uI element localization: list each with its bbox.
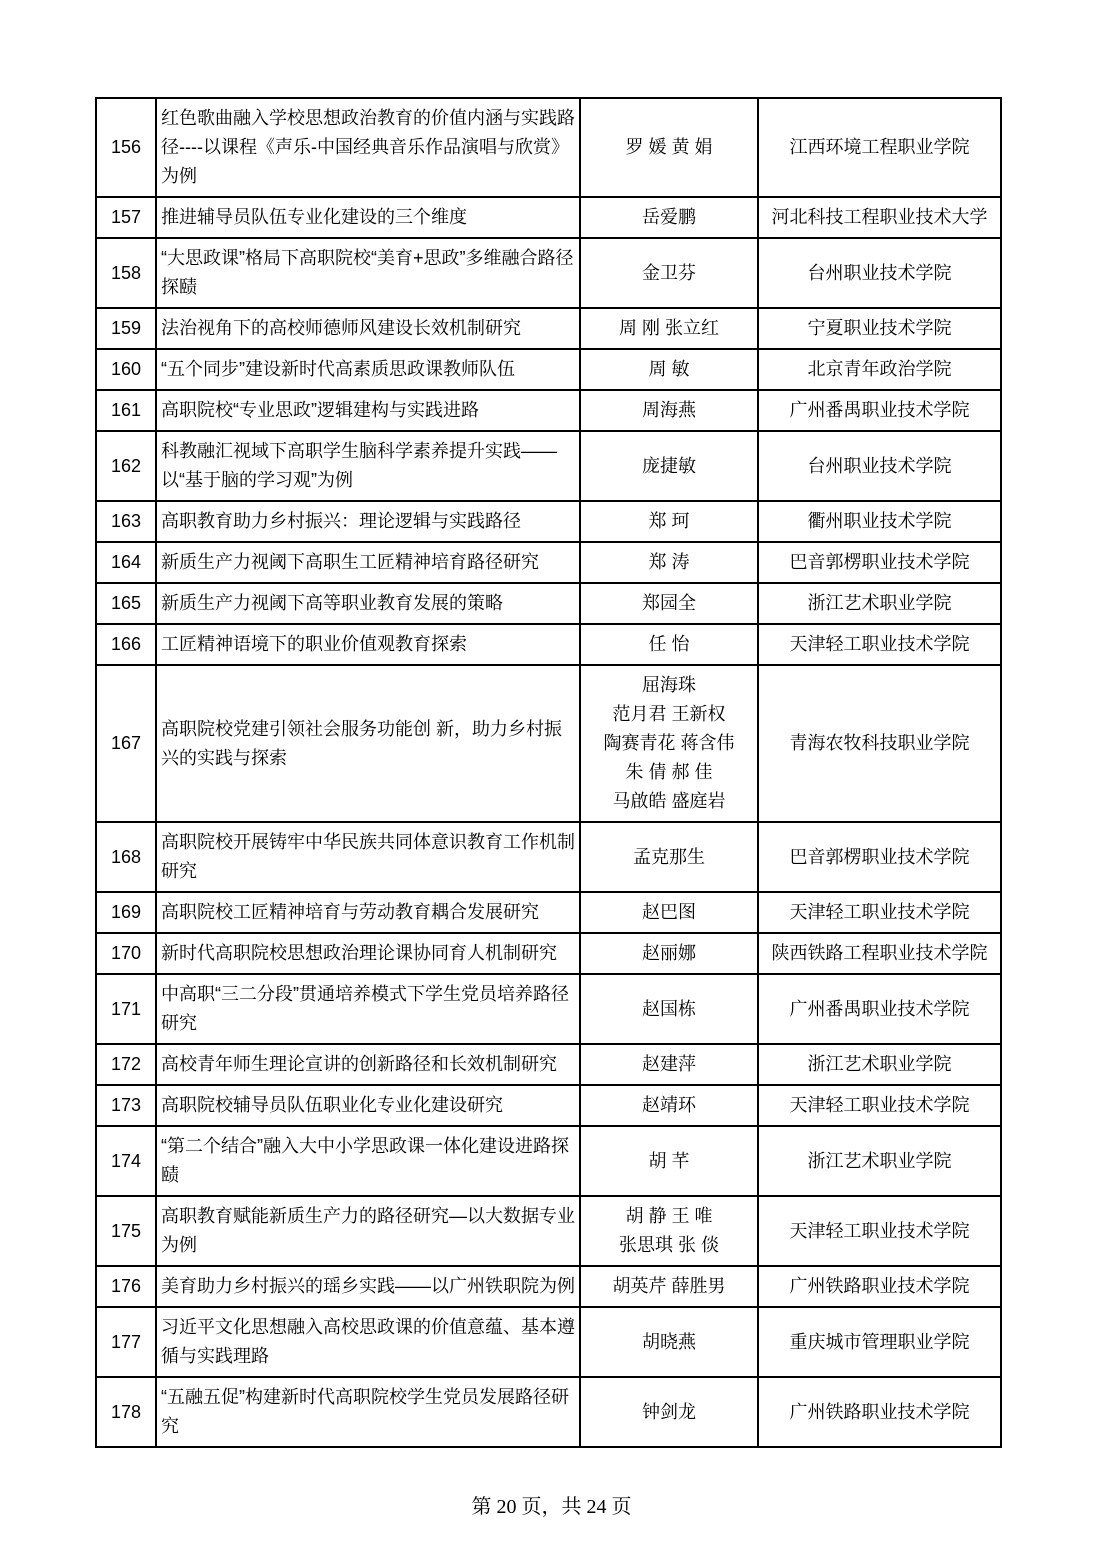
papers-table [95, 97, 1002, 1448]
institution-cell: 巴音郭楞职业技术学院 [758, 822, 1001, 892]
paper-title-cell: 新时代高职院校思想政治理论课协同育人机制研究 [156, 933, 580, 974]
table-row [96, 308, 1001, 349]
paper-title-cell: 高职院校开展铸牢中华民族共同体意识教育工作机制研究 [156, 822, 580, 892]
authors-cell [580, 1044, 758, 1085]
row-number-cell: 159 [96, 308, 156, 349]
table-row [96, 974, 1001, 1044]
institution-cell: 青海农牧科技职业学院 [758, 665, 1001, 822]
table-row [96, 197, 1001, 238]
table-row [96, 1085, 1001, 1126]
authors-cell [580, 892, 758, 933]
authors-cell [580, 501, 758, 542]
paper-title-cell: 高职院校辅导员队伍职业化专业化建设研究 [156, 1085, 580, 1126]
table-row [96, 542, 1001, 583]
authors-cell [580, 308, 758, 349]
page-number-footer: 第 20 页，共 24 页 [471, 1496, 632, 1518]
row-number-cell: 175 [96, 1196, 156, 1266]
papers-table-body [96, 98, 1001, 1447]
author-line: 范月君 王新权 [612, 704, 726, 724]
author-line: 郑 珂 [648, 511, 690, 531]
row-number-cell: 162 [96, 431, 156, 501]
table-row [96, 431, 1001, 501]
author-line: 罗 媛 黄 娟 [625, 137, 713, 157]
row-number-cell: 164 [96, 542, 156, 583]
table-row [96, 624, 1001, 665]
institution-cell: 广州铁路职业技术学院 [758, 1266, 1001, 1307]
table-row [96, 98, 1001, 197]
paper-title-cell: 新质生产力视阈下高等职业教育发展的策略 [156, 583, 580, 624]
institution-cell: 天津轻工职业技术学院 [758, 1085, 1001, 1126]
institution-cell: 台州职业技术学院 [758, 238, 1001, 308]
authors-cell [580, 822, 758, 892]
institution-cell: 广州番禺职业技术学院 [758, 974, 1001, 1044]
paper-title-cell: 推进辅导员队伍专业化建设的三个维度 [156, 197, 580, 238]
author-line: 陶赛青花 蒋含伟 [603, 733, 735, 753]
author-line: 钟剑龙 [642, 1401, 696, 1422]
authors-cell [580, 238, 758, 308]
table-row [96, 1377, 1001, 1447]
table-row [96, 1266, 1001, 1307]
row-number-cell: 176 [96, 1266, 156, 1307]
table-row [96, 933, 1001, 974]
row-number-cell: 167 [96, 665, 156, 822]
institution-cell: 江西环境工程职业学院 [758, 98, 1001, 197]
author-line: 赵国栋 [642, 998, 696, 1019]
author-line: 岳爱鹏 [642, 207, 696, 227]
author-line: 胡 静 王 唯 [625, 1206, 713, 1226]
authors-cell [580, 1085, 758, 1126]
institution-cell: 陕西铁路工程职业技术学院 [758, 933, 1001, 974]
row-number-cell: 165 [96, 583, 156, 624]
row-number-cell: 160 [96, 349, 156, 390]
institution-cell: 浙江艺术职业学院 [758, 583, 1001, 624]
author-line: 赵建萍 [642, 1054, 696, 1074]
authors-cell [580, 197, 758, 238]
author-line: 屈海珠 [642, 675, 696, 695]
row-number-cell: 169 [96, 892, 156, 933]
paper-title-cell: 新质生产力视阈下高职生工匠精神培育路径研究 [156, 542, 580, 583]
paper-title-cell: 红色歌曲融入学校思想政治教育的价值内涵与实践路径----以课程《声乐-中国经典音乐作品演唱与欣赏》为例 [156, 98, 580, 197]
institution-cell: 广州番禺职业技术学院 [758, 390, 1001, 431]
row-number-cell: 166 [96, 624, 156, 665]
authors-cell [580, 1266, 758, 1307]
table-row [96, 238, 1001, 308]
author-line: 金卫芬 [642, 262, 696, 283]
institution-cell: 重庆城市管理职业学院 [758, 1307, 1001, 1377]
institution-cell: 北京青年政治学院 [758, 349, 1001, 390]
paper-title-cell: 习近平文化思想融入高校思政课的价值意蕴、基本遵循与实践理路 [156, 1307, 580, 1377]
row-number-cell: 173 [96, 1085, 156, 1126]
row-number-cell: 171 [96, 974, 156, 1044]
institution-cell: 广州铁路职业技术学院 [758, 1377, 1001, 1447]
authors-cell [580, 542, 758, 583]
author-line: 赵巴图 [642, 902, 696, 922]
authors-cell [580, 974, 758, 1044]
row-number-cell: 163 [96, 501, 156, 542]
institution-cell: 巴音郭楞职业技术学院 [758, 542, 1001, 583]
authors-cell [580, 98, 758, 197]
author-line: 孟克那生 [633, 846, 705, 867]
author-line: 周海燕 [642, 400, 696, 420]
table-row [96, 390, 1001, 431]
row-number-cell: 177 [96, 1307, 156, 1377]
institution-cell: 浙江艺术职业学院 [758, 1126, 1001, 1196]
paper-title-cell: “大思政课”格局下高职院校“美育+思政”多维融合路径探赜 [156, 238, 580, 308]
authors-cell [580, 933, 758, 974]
institution-cell: 天津轻工职业技术学院 [758, 892, 1001, 933]
authors-cell [580, 349, 758, 390]
author-line: 张思琪 张 倓 [618, 1235, 719, 1255]
author-line: 郑园全 [642, 593, 696, 613]
paper-title-cell: “五个同步”建设新时代高素质思政课教师队伍 [156, 349, 580, 390]
authors-cell [580, 390, 758, 431]
table-row [96, 1044, 1001, 1085]
paper-title-cell: 高职院校“专业思政”逻辑建构与实践进路 [156, 390, 580, 431]
table-row [96, 892, 1001, 933]
paper-title-cell: 中高职“三二分段”贯通培养模式下学生党员培养路径研究 [156, 974, 580, 1044]
row-number-cell: 158 [96, 238, 156, 308]
author-line: 庞捷敏 [642, 455, 696, 476]
author-line: 胡英芹 薛胜男 [612, 1276, 726, 1296]
authors-cell [580, 624, 758, 665]
table-row [96, 665, 1001, 822]
paper-title-cell: 高职院校工匠精神培育与劳动教育耦合发展研究 [156, 892, 580, 933]
paper-title-cell: 工匠精神语境下的职业价值观教育探索 [156, 624, 580, 665]
authors-cell [580, 665, 758, 822]
table-row [96, 1307, 1001, 1377]
author-line: 周 敏 [648, 359, 690, 379]
authors-cell [580, 1126, 758, 1196]
author-line: 马啟皓 盛庭岩 [612, 791, 726, 811]
table-row [96, 583, 1001, 624]
table-row [96, 1196, 1001, 1266]
paper-title-cell: “五融五促”构建新时代高职院校学生党员发展路径研究 [156, 1377, 580, 1447]
table-row [96, 501, 1001, 542]
paper-title-cell: 高职院校党建引领社会服务功能创 新，助力乡村振兴的实践与探索 [156, 665, 580, 822]
row-number-cell: 156 [96, 98, 156, 197]
authors-cell [580, 1377, 758, 1447]
institution-cell: 天津轻工职业技术学院 [758, 624, 1001, 665]
institution-cell: 衢州职业技术学院 [758, 501, 1001, 542]
authors-cell [580, 1196, 758, 1266]
paper-title-cell: 高职教育助力乡村振兴：理论逻辑与实践路径 [156, 501, 580, 542]
authors-cell [580, 431, 758, 501]
row-number-cell: 157 [96, 197, 156, 238]
author-line: 朱 倩 郝 佳 [625, 762, 713, 782]
table-row [96, 822, 1001, 892]
paper-title-cell: 美育助力乡村振兴的瑶乡实践——以广州铁职院为例 [156, 1266, 580, 1307]
row-number-cell: 168 [96, 822, 156, 892]
institution-cell: 天津轻工职业技术学院 [758, 1196, 1001, 1266]
author-line: 胡 芊 [648, 1150, 690, 1171]
institution-cell: 台州职业技术学院 [758, 431, 1001, 501]
paper-title-cell: “第二个结合”融入大中小学思政课一体化建设进路探赜 [156, 1126, 580, 1196]
row-number-cell: 170 [96, 933, 156, 974]
author-line: 郑 涛 [648, 552, 690, 572]
paper-title-cell: 高职教育赋能新质生产力的路径研究—以大数据专业为例 [156, 1196, 580, 1266]
author-line: 胡晓燕 [642, 1331, 696, 1352]
author-line: 赵丽娜 [642, 943, 696, 963]
author-line: 任 怡 [648, 634, 690, 654]
row-number-cell: 178 [96, 1377, 156, 1447]
paper-title-cell: 高校青年师生理论宣讲的创新路径和长效机制研究 [156, 1044, 580, 1085]
author-line: 周 刚 张立红 [618, 318, 719, 338]
table-row [96, 349, 1001, 390]
authors-cell [580, 1307, 758, 1377]
paper-title-cell: 法治视角下的高校师德师风建设长效机制研究 [156, 308, 580, 349]
institution-cell: 宁夏职业技术学院 [758, 308, 1001, 349]
institution-cell: 浙江艺术职业学院 [758, 1044, 1001, 1085]
author-line: 赵靖环 [642, 1095, 696, 1115]
row-number-cell: 174 [96, 1126, 156, 1196]
table-row [96, 1126, 1001, 1196]
paper-title-cell: 科教融汇视域下高职学生脑科学素养提升实践——以“基于脑的学习观”为例 [156, 431, 580, 501]
authors-cell [580, 583, 758, 624]
row-number-cell: 172 [96, 1044, 156, 1085]
row-number-cell: 161 [96, 390, 156, 431]
institution-cell: 河北科技工程职业技术大学 [758, 197, 1001, 238]
